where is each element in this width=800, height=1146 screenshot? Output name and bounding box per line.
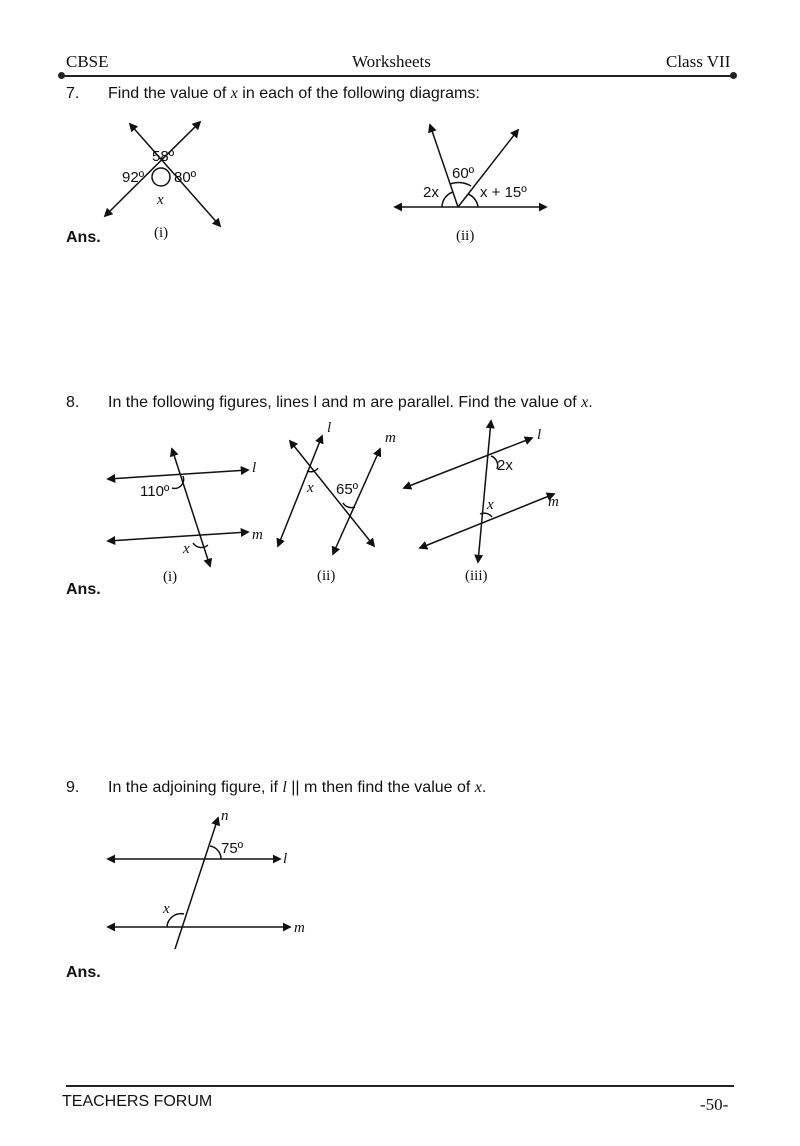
- figure-7-ii-angle-2x-text: 2x: [423, 184, 439, 201]
- figure-8-i-caption: (i): [163, 569, 178, 585]
- figure-8-ii-label-l: l: [327, 420, 332, 436]
- figure-8-i-angle-110: 110º: [140, 483, 170, 500]
- figure-7-i-angle-58: 58º: [152, 148, 175, 165]
- figure-8-ii-caption: (ii): [317, 568, 336, 584]
- figure-8-i-label-l: l: [252, 460, 257, 476]
- figure-9-label-l: l: [283, 851, 288, 867]
- question-8-text-a: In the following figures, lines l and m are parallel. Find the value of: [108, 394, 582, 411]
- question-9-answer-label: Ans.: [66, 964, 101, 981]
- figure-9: [108, 818, 290, 949]
- question-9-text-c: .: [481, 779, 487, 796]
- figure-7-ii-angle-x15: x + 15º: [480, 184, 527, 201]
- figure-7-i-caption: (i): [154, 225, 169, 241]
- figure-7-i-angle-x: x: [157, 192, 164, 208]
- figure-9-arc-75: [210, 846, 221, 859]
- figure-9-angle-x: x: [163, 901, 170, 917]
- header-board: CBSE: [66, 52, 109, 71]
- figure-8-i-label-m: m: [252, 527, 263, 543]
- figure-7-i-angle-80: 80º: [174, 169, 197, 186]
- question-7-variable: x: [230, 85, 238, 102]
- question-9-text-a: In the adjoining figure, if: [108, 779, 283, 796]
- question-9-variable: x: [474, 779, 482, 796]
- question-8-variable: x: [581, 394, 589, 411]
- figure-8-iii-label-m: m: [548, 494, 559, 510]
- figure-8-ii-angle-65: 65º: [336, 481, 359, 498]
- question-8-text-b: .: [588, 394, 593, 411]
- figure-9-angle-75: 75º: [221, 840, 244, 857]
- question-7-text-a: Find the value of: [108, 85, 231, 102]
- figure-8-iii-caption: (iii): [465, 568, 488, 584]
- question-8-answer-label: Ans.: [66, 581, 101, 598]
- question-9-number: 9.: [66, 779, 80, 796]
- question-9-text-b: || m then find the value of: [286, 779, 475, 796]
- figure-8-ii-angle-x: x: [307, 480, 314, 496]
- question-7-text-b: in each of the following diagrams:: [237, 85, 480, 102]
- footer-rule: [66, 1085, 734, 1087]
- question-7-answer-label: Ans.: [66, 229, 101, 246]
- header-title: Worksheets: [352, 52, 431, 71]
- figure-8-iii-angle-2x: 2x: [497, 457, 513, 474]
- page-number: -50-: [700, 1095, 729, 1114]
- figure-8-i-angle-x: x: [183, 541, 190, 557]
- figure-8-iii-angle-x: x: [487, 497, 494, 513]
- question-7-number: 7.: [66, 85, 80, 102]
- footer-left: TEACHERS FORUM: [62, 1093, 213, 1110]
- figure-9-line-n: [175, 818, 218, 949]
- figure-7-ii-caption: (ii): [456, 228, 475, 244]
- figure-9-label-n: n: [221, 808, 229, 824]
- header-class: Class VII: [666, 52, 731, 71]
- figure-9-label-m: m: [294, 920, 305, 936]
- question-9-line-l: l: [282, 779, 287, 796]
- figure-7-ii-angle-60: 60º: [452, 165, 475, 182]
- figure-8-iii-label-l: l: [537, 427, 542, 443]
- question-8-number: 8.: [66, 394, 80, 411]
- figure-8-ii-label-m: m: [385, 430, 396, 446]
- figure-7-i-angle-92: 92º: [122, 169, 145, 186]
